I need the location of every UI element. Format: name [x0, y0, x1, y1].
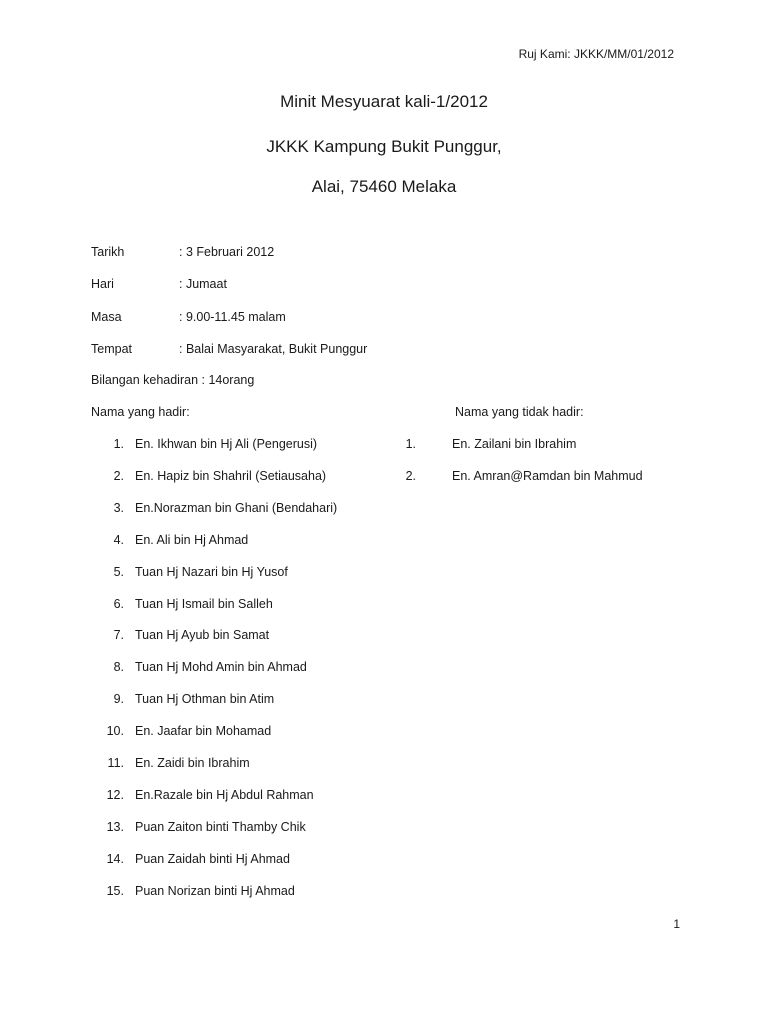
reference-number: Ruj Kami: JKKK/MM/01/2012 — [518, 47, 674, 61]
list-item-number: 9. — [113, 692, 124, 707]
list-item-name: Puan Zaiton binti Thamby Chik — [135, 819, 306, 834]
info-value: : 3 Februari 2012 — [179, 245, 275, 259]
info-value: : 9.00-11.45 malam — [179, 310, 286, 324]
list-item-number: 3. — [113, 500, 124, 515]
list-item-name: En. Zaidi bin Ibrahim — [135, 756, 250, 770]
list-item-number: 4. — [113, 532, 124, 547]
list-item-name: Tuan Hj Mohd Amin bin Ahmad — [135, 660, 307, 675]
list-item-number: 1. — [405, 437, 416, 451]
info-row-masa — [91, 310, 286, 324]
info-row-tempat — [91, 342, 367, 356]
list-item-number: 12. — [106, 787, 124, 802]
list-item-name: Tuan Hj Ismail bin Salleh — [135, 596, 273, 611]
info-label: Tempat — [91, 342, 132, 356]
info-label: Masa — [91, 310, 122, 324]
list-item-number: 2. — [405, 468, 416, 483]
absent-header: Nama yang tidak hadir: — [455, 405, 584, 419]
list-item-number: 8. — [113, 660, 124, 675]
list-item-name: En.Norazman bin Ghani (Bendahari) — [135, 500, 338, 515]
list-item-name: En. Ikhwan bin Hj Ali (Pengerusi) — [135, 437, 318, 451]
list-item-name: En. Ali bin Hj Ahmad — [135, 532, 249, 547]
info-row-tarikh — [91, 245, 274, 259]
document-subtitle-organization: JKKK Kampung Bukit Punggur, — [266, 137, 502, 156]
list-item-name: Tuan Hj Nazari bin Hj Yusof — [135, 564, 288, 579]
list-item-name: Tuan Hj Ayub bin Samat — [135, 628, 270, 643]
info-row-hari — [91, 277, 227, 291]
list-item-number: 7. — [113, 628, 124, 643]
attendance-count: Bilangan kehadiran : 14orang — [91, 373, 255, 387]
list-item-name: En.Razale bin Hj Abdul Rahman — [135, 787, 314, 802]
document-title: Minit Mesyuarat kali-1/2012 — [280, 92, 488, 111]
list-item-number: 10. — [106, 724, 124, 739]
info-value: : Balai Masyarakat, Bukit Punggur — [179, 342, 368, 356]
info-label: Tarikh — [91, 245, 125, 259]
list-item-number: 11. — [107, 756, 124, 770]
page-number: 1 — [673, 917, 680, 931]
info-label: Hari — [91, 277, 114, 291]
present-header: Nama yang hadir: — [91, 405, 190, 419]
list-item-number: 1. — [113, 437, 124, 451]
list-item-number: 15. — [106, 883, 124, 898]
list-item-number: 13. — [106, 819, 124, 834]
list-item-name: En. Hapiz bin Shahril (Setiausaha) — [135, 468, 327, 483]
document-subtitle-address: Alai, 75460 Melaka — [311, 177, 457, 196]
list-item-name: En. Zailani bin Ibrahim — [452, 437, 577, 451]
list-item-number: 5. — [113, 564, 124, 579]
list-item-number: 2. — [113, 468, 124, 483]
list-item-name: Tuan Hj Othman bin Atim — [135, 692, 275, 707]
list-item-name: Puan Norizan binti Hj Ahmad — [135, 883, 295, 898]
list-item-name: Puan Zaidah binti Hj Ahmad — [135, 851, 290, 866]
list-item-name: En. Amran@Ramdan bin Mahmud — [452, 468, 643, 483]
info-value: : Jumaat — [179, 277, 227, 291]
list-item-number: 6. — [113, 596, 124, 611]
list-item-number: 14. — [106, 851, 124, 866]
list-item-name: En. Jaafar bin Mohamad — [135, 724, 272, 739]
